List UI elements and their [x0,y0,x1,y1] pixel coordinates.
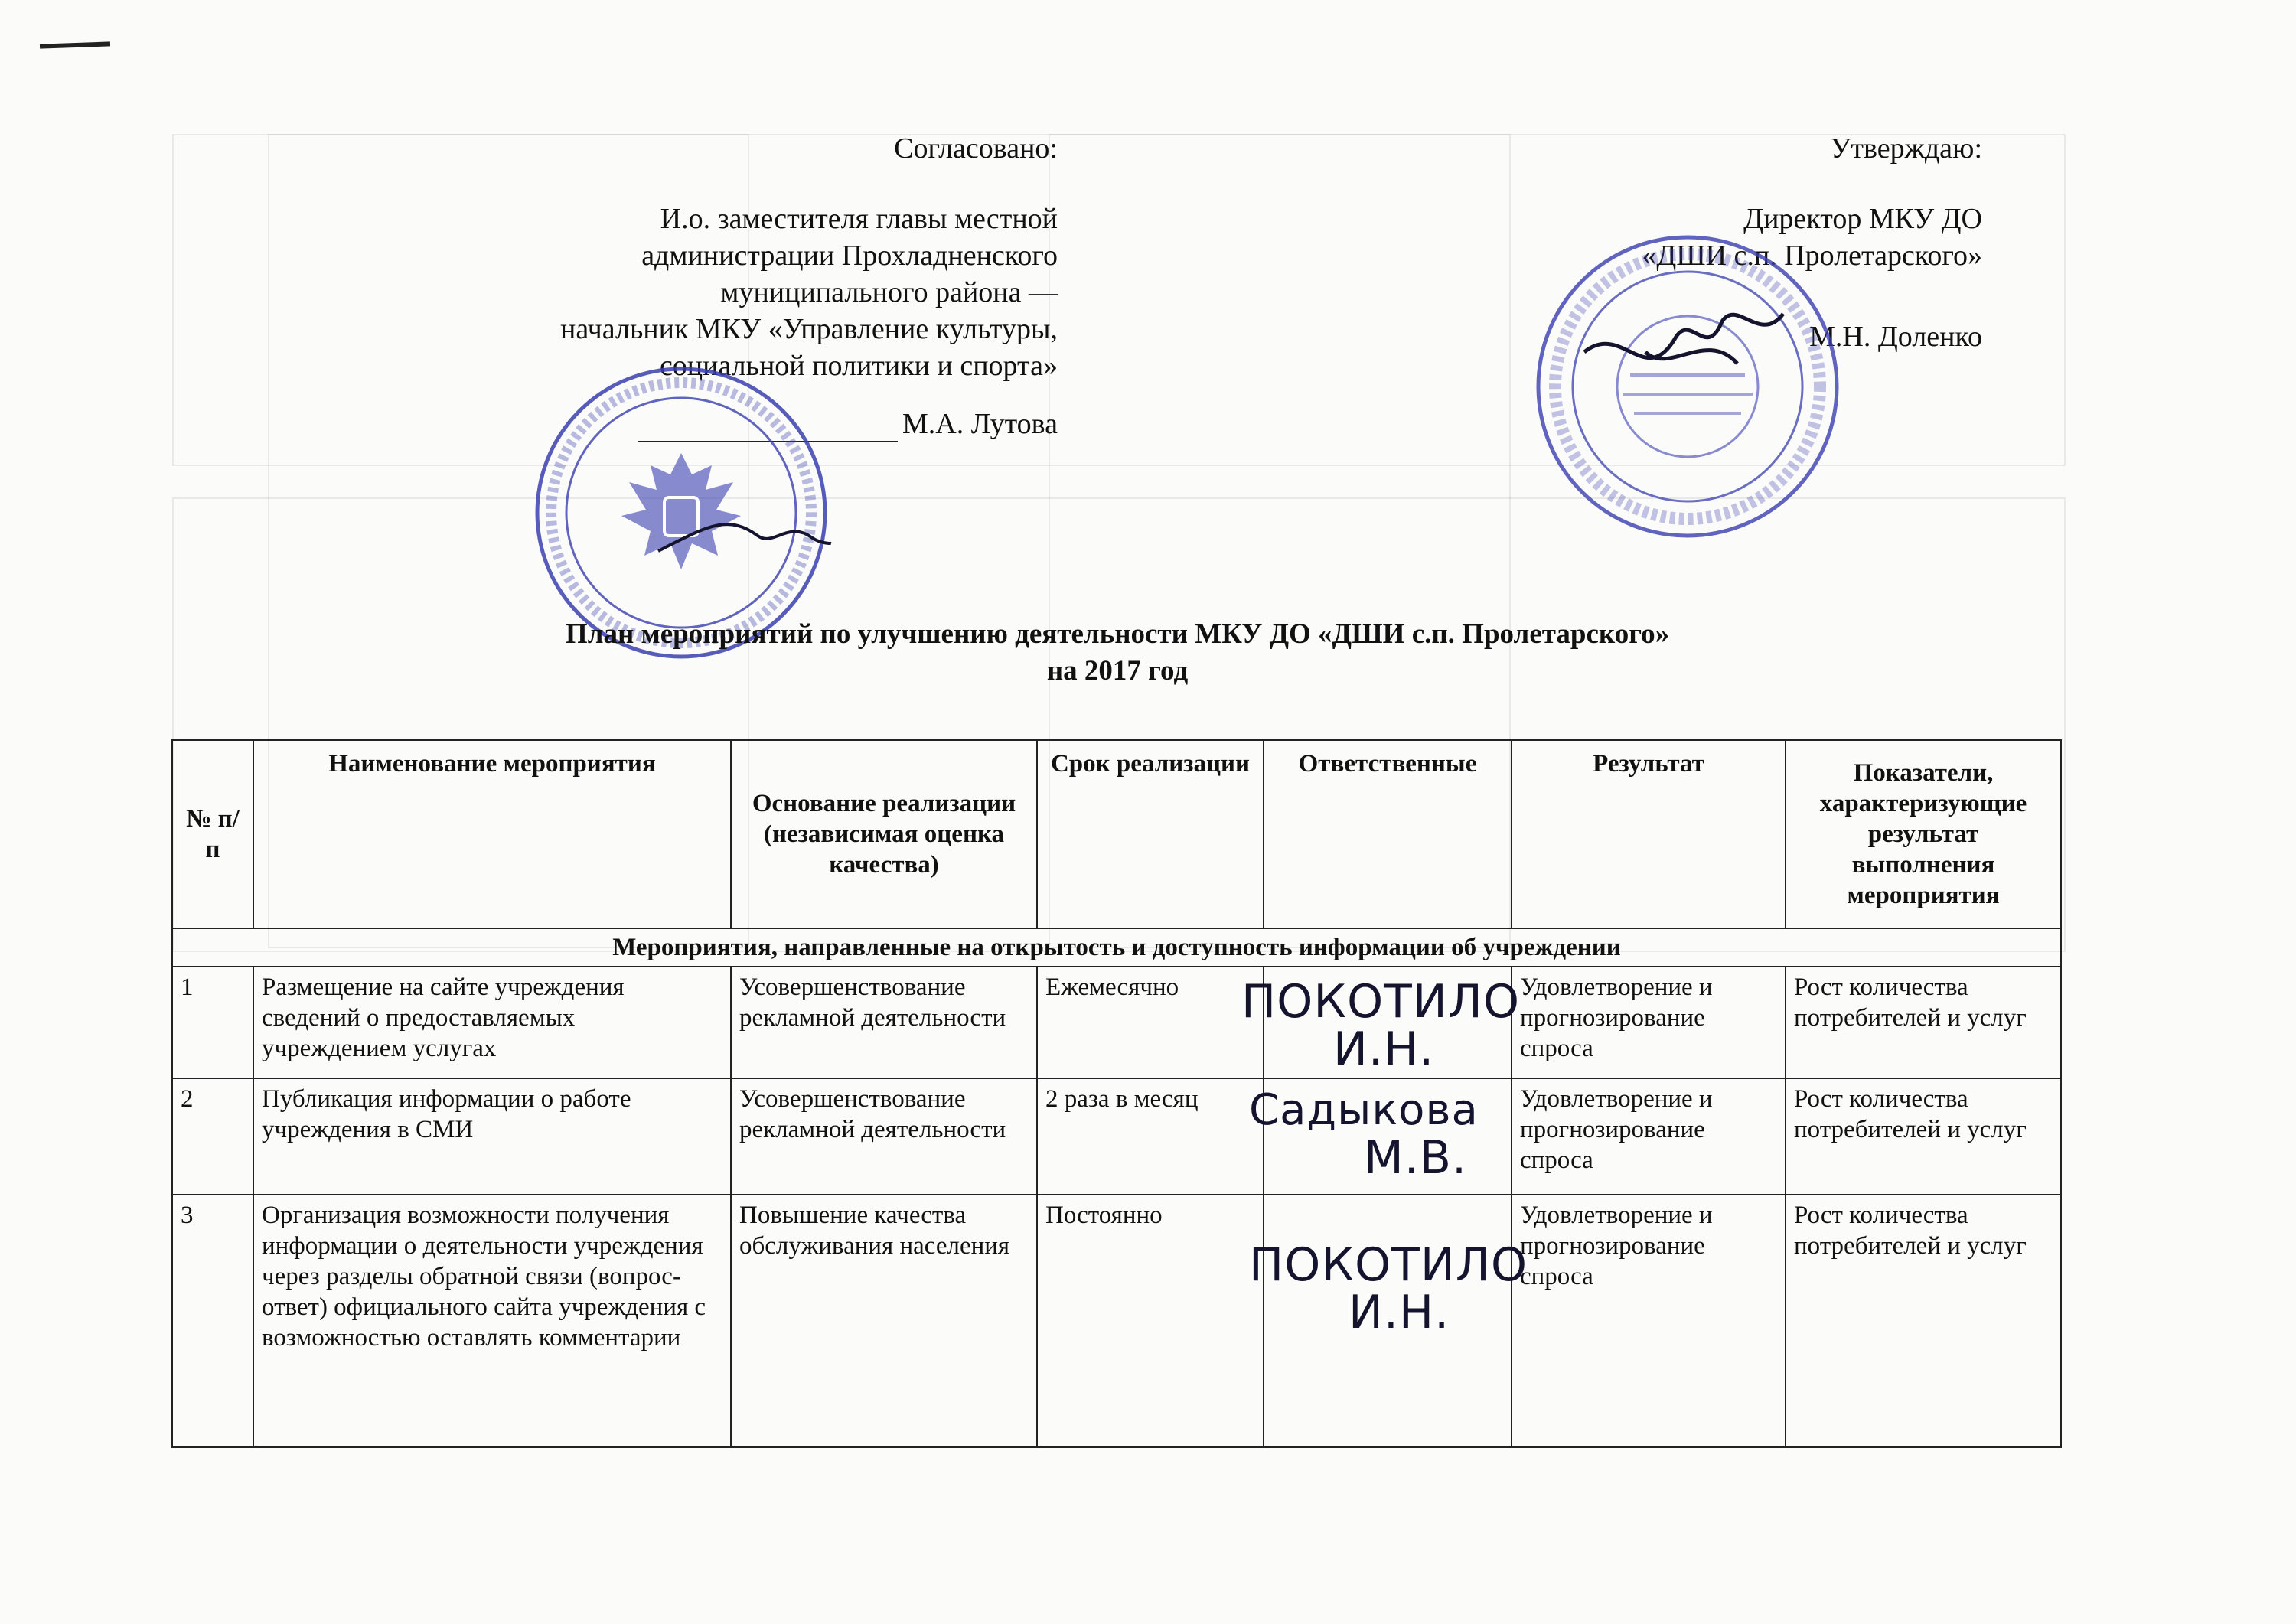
column-header-name: Наименование мероприятия [253,740,731,928]
cell-basis: Усовершенствование рекламной деятельности [731,967,1037,1078]
right-stamp [1531,230,1844,543]
handwritten-signature-surname: ПОКОТИЛО [1241,975,1521,1029]
document-title-line-2: на 2017 год [1046,655,1189,686]
table-row [172,1078,2061,1195]
handwritten-signature-surname: ПОКОТИЛО [1249,1238,1528,1292]
column-header-term: Срок реализации [1037,740,1264,928]
cell-result: Удовлетворение и прогнозирование спроса [1512,967,1786,1078]
cell-name: Размещение на сайте учреждения сведений о предоставляемых учреждением услугах [253,967,731,1078]
cell-term: Постоянно [1037,1195,1264,1447]
right-stamp-center-ring [1617,316,1758,457]
cell-responsible [1241,967,1521,1078]
eagle-emblem-icon [621,453,741,569]
plan-table [171,739,2062,1448]
approval-right-signer: М.Н. Доленко [1809,321,1982,353]
cell-name: Публикация информации о работе учреждения в СМИ [253,1078,731,1195]
approval-left-line: начальник МКУ «Управление культуры, [559,313,1058,345]
approval-left-line: муниципального района — [720,276,1058,308]
table-row [172,1195,2061,1447]
cell-responsible [1249,1078,1512,1195]
column-header-basis: Основание реализации (независимая оценка качества) [731,740,1037,928]
handwritten-signature-initials: И.Н. [1349,1286,1450,1339]
column-header-indicators: Показатели, характеризующие результат выполнения мероприятия [1786,740,2061,928]
right-stamp-inner-ring [1573,272,1802,501]
section-row [172,928,2061,967]
cell-number: 3 [172,1195,253,1447]
cell-name: Организация возможности получения информации о деятельности учреждения через разделы обратной связи (вопрос-ответ) официального сайта учреждения с возможностью оставлять комментарии [253,1195,731,1447]
approval-left-line: администрации Прохладненского [641,240,1058,272]
cell-indicators: Рост количества потребителей и услуг [1786,1078,2061,1195]
right-stamp-signature-stroke [1584,314,1783,364]
cell-basis: Повышение качества обслуживания населения [731,1195,1037,1447]
cell-indicators: Рост количества потребителей и услуг [1786,967,2061,1078]
approval-right-line: Директор МКУ ДО [1743,203,1982,235]
cell-indicators: Рост количества потребителей и услуг [1786,1195,2061,1447]
cell-number: 2 [172,1078,253,1195]
right-stamp-outer-ring [1538,237,1837,536]
cell-result: Удовлетворение и прогнозирование спроса [1512,1195,1786,1447]
column-header-responsible: Ответственные [1264,740,1512,928]
approval-left-line: И.о. заместителя главы местной [660,203,1058,235]
approval-right-heading: Утверждаю: [1830,132,1982,165]
cell-basis: Усовершенствование рекламной деятельности [731,1078,1037,1195]
table-row [172,967,2061,1078]
cell-number: 1 [172,967,253,1078]
cell-term: 2 раза в месяц [1037,1078,1264,1195]
approval-left-line: социальной политики и спорта» [659,350,1058,382]
right-stamp-text-ring [1555,254,1820,519]
approval-left-signer: М.А. Лутова [902,408,1058,440]
approval-right-line: «ДШИ с.п. Пролетарского» [1642,240,1982,272]
handwritten-signature-initials: М.В. [1364,1131,1468,1185]
scan-mark [40,41,110,48]
handwritten-signature-surname: Садыкова [1249,1085,1479,1135]
approval-left-heading: Согласовано: [894,132,1058,165]
cell-term: Ежемесячно [1037,967,1264,1078]
document-title-line-1: План мероприятий по улучшению деятельности МКУ ДО «ДШИ с.п. Пролетарского» [565,618,1670,650]
section-heading: Мероприятия, направленные на открытость и доступность информации об учреждении [172,928,2061,967]
table-header-row [172,740,2061,928]
right-stamp-center-lines [1623,375,1753,413]
handwritten-signature-initials: И.Н. [1333,1022,1435,1076]
column-header-result: Результат [1512,740,1786,928]
column-header-number: № п/п [172,740,253,928]
cell-result: Удовлетворение и прогнозирование спроса [1512,1078,1786,1195]
document-title [176,616,2059,690]
cell-responsible [1249,1195,1528,1447]
